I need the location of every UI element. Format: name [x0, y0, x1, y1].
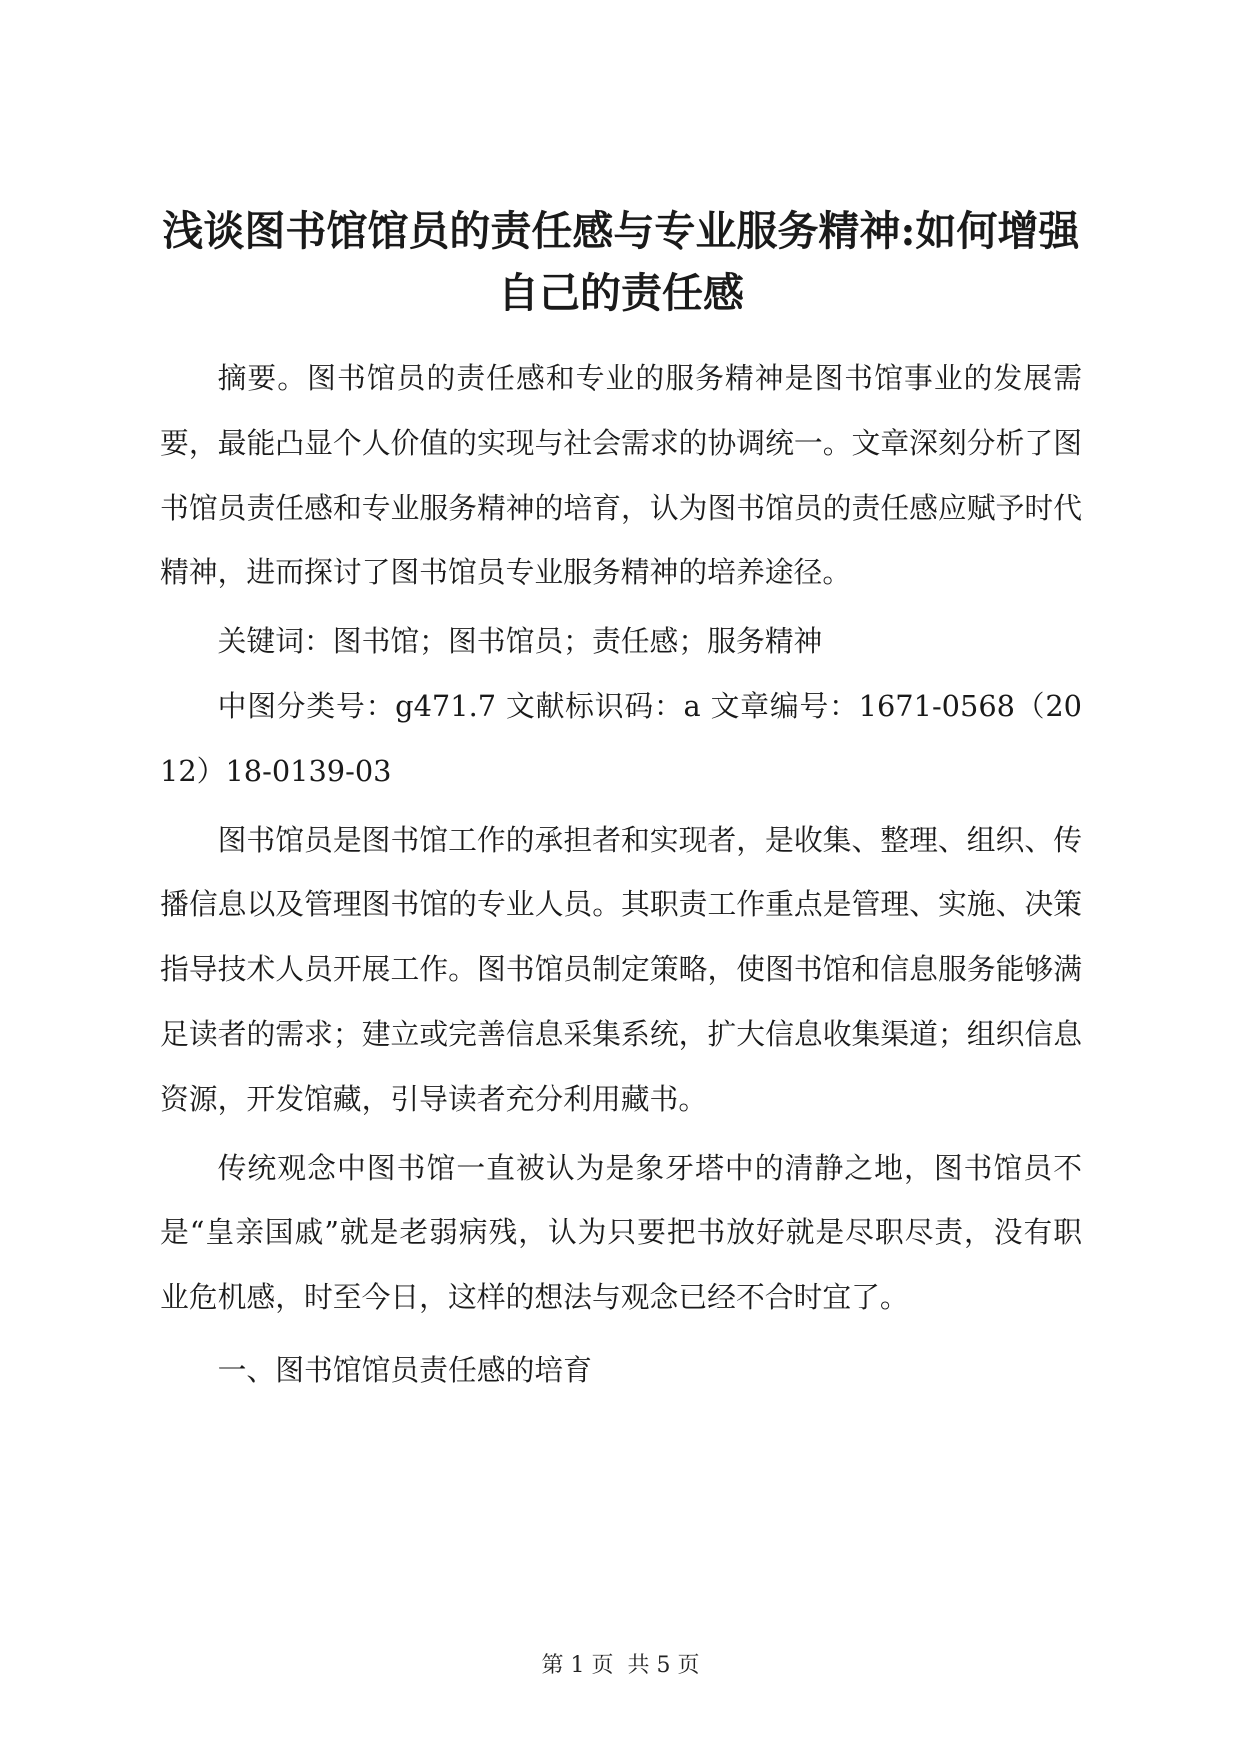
page-total: 共 5 页: [627, 1653, 700, 1678]
page-number: 第 1 页: [541, 1653, 614, 1678]
page-footer: [0, 1652, 1241, 1680]
section-heading: 一、图书馆馆员责任感的培育: [217, 1352, 592, 1387]
body-paragraph: 传统观念中图书馆一直被认为是象牙塔中的清静之地，图书馆员不是“皇亲国戚”就是老弱病残，认为只要把书放好就是尽职尽责，没有职业危机感，时至今日，这样的想法与观念已经不合时宜了。: [160, 1150, 1082, 1315]
document-title: 浅谈图书馆馆员的责任感与专业服务精神:如何增强自己的责任感: [162, 207, 1080, 317]
abstract-paragraph: 摘要。图书馆员的责任感和专业的服务精神是图书馆事业的发展需要，最能凸显个人价值的实现与社会需求的协调统一。文章深刻分析了图书馆员责任感和专业服务精神的培育，认为图书馆员的责任感应赋予时代精神，进而探讨了图书馆员专业服务精神的培养途径。: [160, 361, 1082, 590]
classification-line: 中图分类号：g471.7 文献标识码：a 文章编号：1671-0568（2012）18-0139-03: [160, 688, 1082, 788]
keywords-line: 关键词：图书馆；图书馆员；责任感；服务精神: [217, 624, 823, 659]
body-paragraph: 图书馆员是图书馆工作的承担者和实现者，是收集、整理、组织、传播信息以及管理图书馆的专业人员。其职责工作重点是管理、实施、决策指导技术人员开展工作。图书馆员制定策略，使图书馆和信息服务能够满足读者的需求；建立或完善信息采集系统，扩大信息收集渠道；组织信息资源，开发馆藏，引导读者充分利用藏书。: [160, 822, 1082, 1116]
document-body: [160, 346, 1082, 1403]
